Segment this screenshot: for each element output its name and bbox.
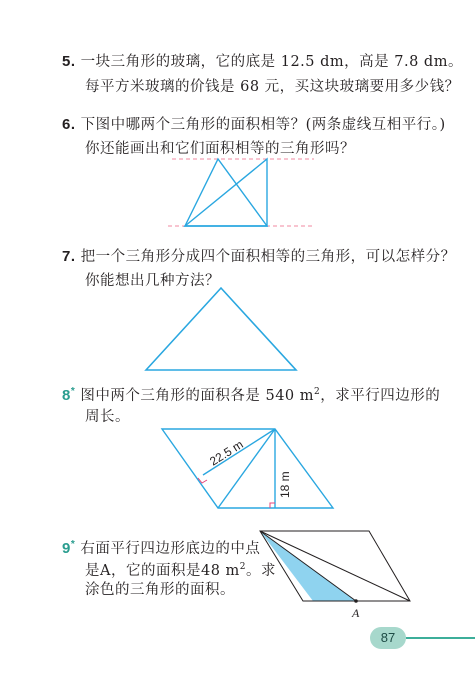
- question-text-line2: 周长。: [85, 409, 130, 425]
- question-text-line1: 图中两个三角形的面积各是 540 $m^2$，求平行四边形的: [80, 387, 441, 404]
- q7-triangle: [146, 288, 296, 370]
- question-text-line1: 下图中哪两个三角形的面积相等？(两条虚线互相平行。): [80, 117, 446, 133]
- page-number: 87: [370, 627, 406, 649]
- label-22-5m: 22.5 m: [207, 437, 246, 469]
- q6-figure: [168, 159, 314, 226]
- question-number: 5.: [62, 53, 76, 70]
- question-text-line2: 是A，它的面积是48 $m^2$。求: [85, 562, 277, 579]
- question-number: 9*: [62, 539, 76, 557]
- label-18m: 18 m: [278, 471, 292, 498]
- question-text-line1: 一块三角形的玻璃，它的底是 12.5 dm，高是 7.8 dm。: [80, 54, 463, 70]
- question-text-line2: 每平方米玻璃的价钱是 68 元，买这块玻璃要用多少钱？: [85, 79, 460, 95]
- q9-figure: [260, 531, 410, 603]
- question-number: 6.: [62, 116, 76, 133]
- parallelogram: [162, 429, 333, 508]
- question-text-line1: 把一个三角形分成四个面积相等的三角形，可以怎样分？: [80, 249, 456, 265]
- question-number: 7.: [62, 248, 76, 265]
- q8-figure: [162, 429, 333, 508]
- point-a-label: A: [352, 606, 360, 620]
- diagonal: [218, 429, 275, 508]
- question-text-line2: 你能想出几种方法？: [85, 273, 220, 289]
- question-number: 8*: [62, 386, 76, 404]
- question-text-line2: 你还能画出和它们面积相等的三角形吗？: [85, 141, 355, 157]
- question-text-line3: 涂色的三角形的面积。: [85, 582, 235, 598]
- point-a: [354, 599, 358, 603]
- page-number-rule: [406, 637, 475, 639]
- right-angle-mark-2: [270, 503, 275, 508]
- question-text-line1: 右面平行四边形底边的中点: [80, 541, 261, 557]
